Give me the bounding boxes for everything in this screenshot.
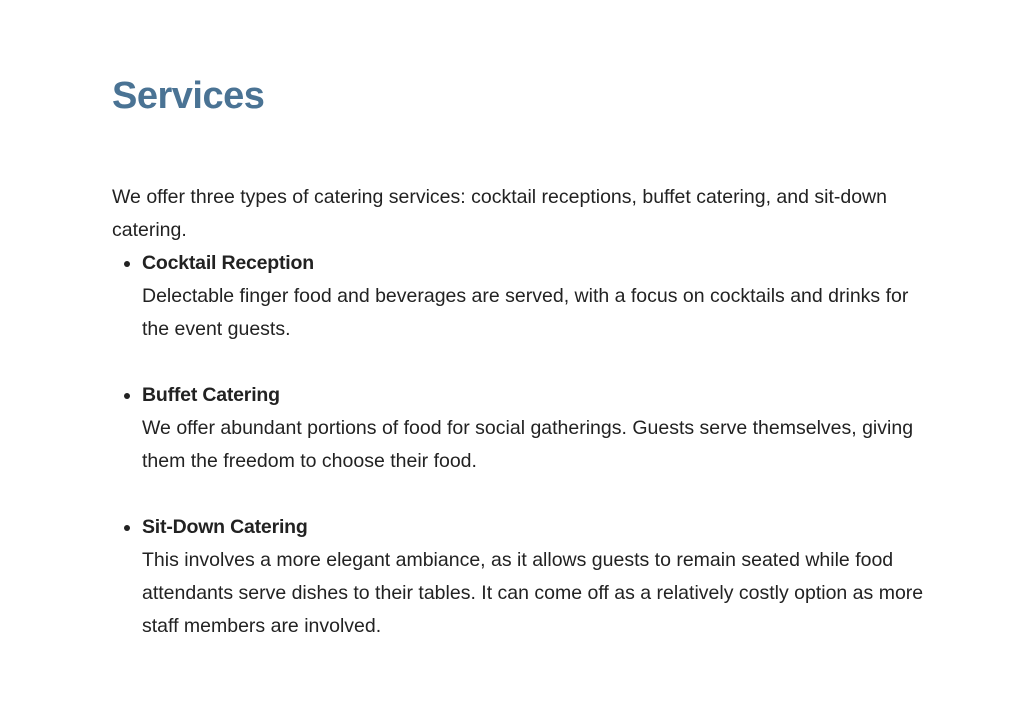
service-description: This involves a more elegant ambiance, as it allows guests to remain seated while food attendants serve dishes to their tables. It can come off as a relatively costly option as more staff members are involved.: [142, 549, 924, 637]
service-name: • Cocktail Reception: [142, 252, 314, 274]
service-name: • Sit-Down Catering: [142, 516, 308, 538]
page-title: Services: [112, 75, 265, 117]
intro-paragraph: We offer three types of catering services: cocktail receptions, buffet catering, and sit-down catering.: [112, 186, 887, 241]
list-item-buffet-catering: [142, 379, 932, 478]
service-description: Delectable finger food and beverages are served, with a focus on cocktails and drinks for the event guests.: [142, 285, 909, 340]
list-item-cocktail-reception: [142, 247, 932, 346]
service-description: We offer abundant portions of food for social gatherings. Guests serve themselves, giving them the freedom to choose their food.: [142, 417, 914, 472]
services-list: [112, 247, 932, 676]
list-item-sit-down-catering: [142, 511, 932, 643]
service-name: • Buffet Catering: [142, 384, 280, 406]
